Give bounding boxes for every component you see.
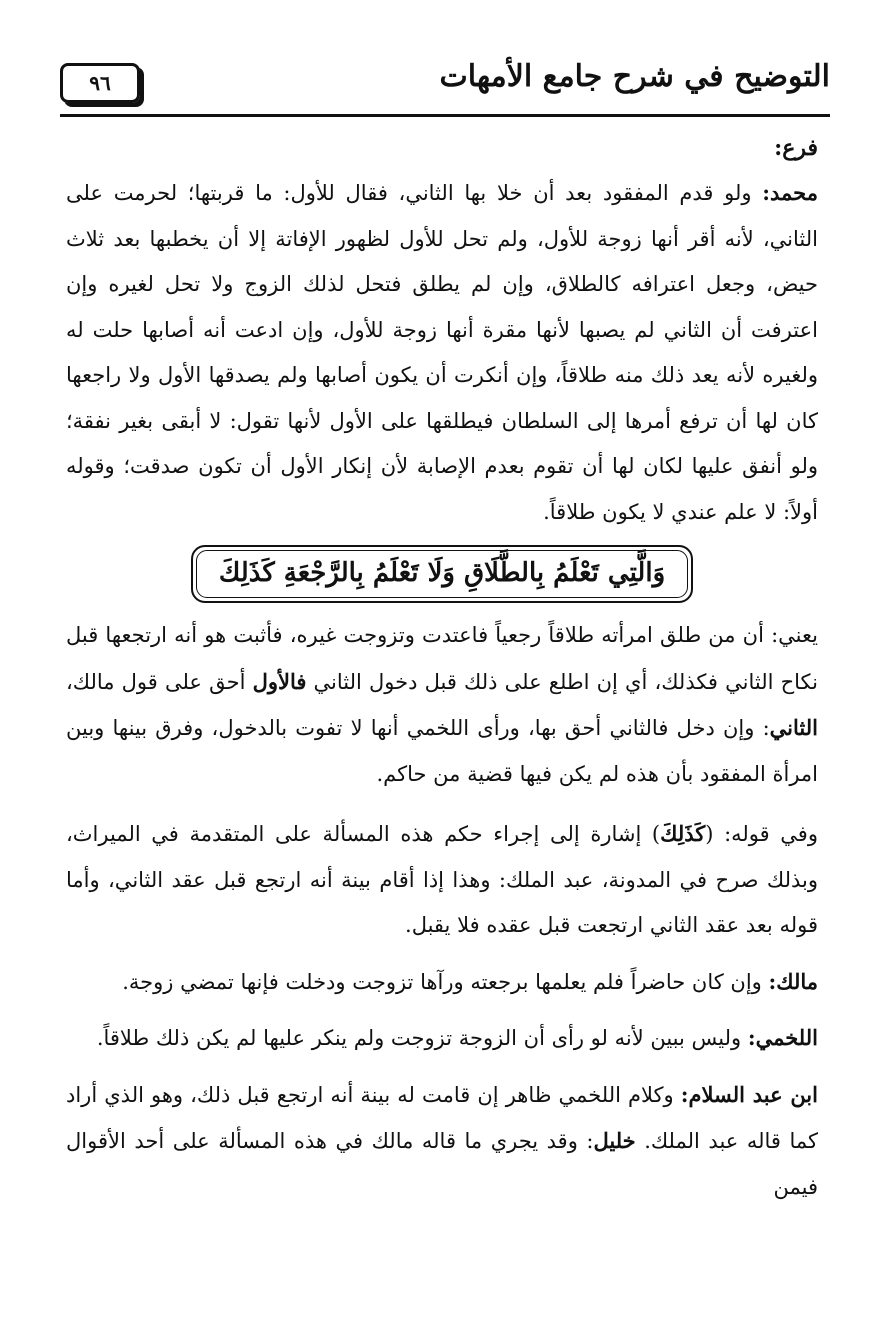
quoted-matn: كَذَلِكَ (660, 821, 706, 846)
speaker-label: اللخمي: (747, 1025, 818, 1050)
paragraph-text: وكلام اللخمي ظاهر إن قامت له بينة أنه ارتجع قبل ذلك، وهو الذي أراد كما قاله عبد الملك. (66, 1082, 819, 1153)
matn-box-wrapper (66, 545, 818, 603)
paragraph-text: وفي قوله: ( (705, 822, 818, 846)
paragraph-text: : وقد يجري ما قاله مالك في هذه المسألة على أحد الأقوال فيمن (66, 1129, 818, 1199)
paragraph-text: : أن من طلق امرأته طلاقاً رجعياً فاعتدت وتزوجت غيره، فأثبت هو أنه ارتجعها قبل نكاح الثاني فكذلك، أي إن اطلع على ذلك قبل دخول الثاني (66, 623, 818, 694)
paragraph-4 (66, 959, 818, 1006)
page-header (60, 55, 830, 117)
paragraph-text: وإن كان حاضراً فلم يعلمها برجعته ورآها تزوجت ودخلت فإنها تمضي زوجة. (122, 969, 769, 994)
paragraph-text: : وإن دخل فالثاني أحق بها، ورأى اللخمي أنها لا تفوت بالدخول، وفرق بينها وبين امرأة المفقود بأن هذه لم يكن فيها قضية من حاكم. (66, 716, 818, 786)
speaker-label: ابن عبد السلام: (680, 1081, 818, 1107)
matn-box: وَالَّتِي تَعْلَمُ بِالطَّلَاقِ وَلَا تَعْلَمُ بِالرَّجْعَةِ كَذَلِكَ (191, 545, 693, 603)
header-divider (60, 114, 830, 117)
paragraph-text: أحق على قول مالك، (66, 669, 253, 694)
paragraph-text: ولو قدم المفقود بعد أن خلا بها الثاني، فقال للأول: ما قربتها؛ لحرمت على الثاني، لأنه أقر أنها زوجة للأول، ولم تحل للأول لظهور الإفاتة إلا أن يخطبها بعد ثلاث حيض، وجعل اعترافه كالطلاق، وإن لم يطلق فتحل لذلك الزوج ولا تحل لغيره وإن اعترفت أن الثاني لم يصبها لأنها مقرة أنها زوجة للأول، وإن ادعت أنه أصابها حلت له ولغيره لأنه يعد ذلك منه طلاقاً، وإن أنكرت أن يكون أصابها ولم يصدقها الأول ولا راجعها كان لها أن ترفع أمرها إلى السلطان فيطلقها على الأول لأنها تقول: لا أبقى بغير نفقة؛ ولو أنفق عليها لكان لها أن تقوم بعدم الإصابة لأن إنكار الأول أن تكون صدقت؛ وقوله أولاً: لا علم عندي لا يكون طلاقاً. (66, 181, 818, 524)
page-number: ٩٦ (60, 63, 140, 103)
paragraph-3 (66, 811, 818, 949)
book-title: التوضيح في شرح جامع الأمهات (439, 59, 830, 94)
paragraph-2 (66, 613, 818, 797)
bold-term: الثاني (769, 715, 818, 740)
paragraph-text: ) إشارة إلى إجراء حكم هذه المسألة على المتقدمة في الميراث، وبذلك صرح في المدونة، عبد الملك: وهذا إذا أقام بينة أنه ارتجع قبل عقد الثاني، وأما قوله بعد عقد الثاني ارتجعت قبل عقده فلا يقبل. (66, 822, 818, 937)
page-body (66, 126, 818, 1210)
paragraph-lead: يعني (778, 623, 818, 647)
bold-term: فالأول (252, 668, 307, 694)
speaker-label: محمد: (762, 180, 818, 205)
speaker-label: مالك: (768, 968, 818, 994)
paragraph-1 (66, 170, 818, 535)
bold-term: خليل (593, 1128, 636, 1153)
paragraph-5 (66, 1015, 818, 1062)
paragraph-6 (66, 1072, 818, 1211)
paragraph-text: وليس ببين لأنه لو رأى أن الزوجة تزوجت ولم ينكر عليها لم يكن ذلك طلاقاً. (96, 1026, 748, 1050)
section-heading: فرع: (774, 135, 818, 161)
